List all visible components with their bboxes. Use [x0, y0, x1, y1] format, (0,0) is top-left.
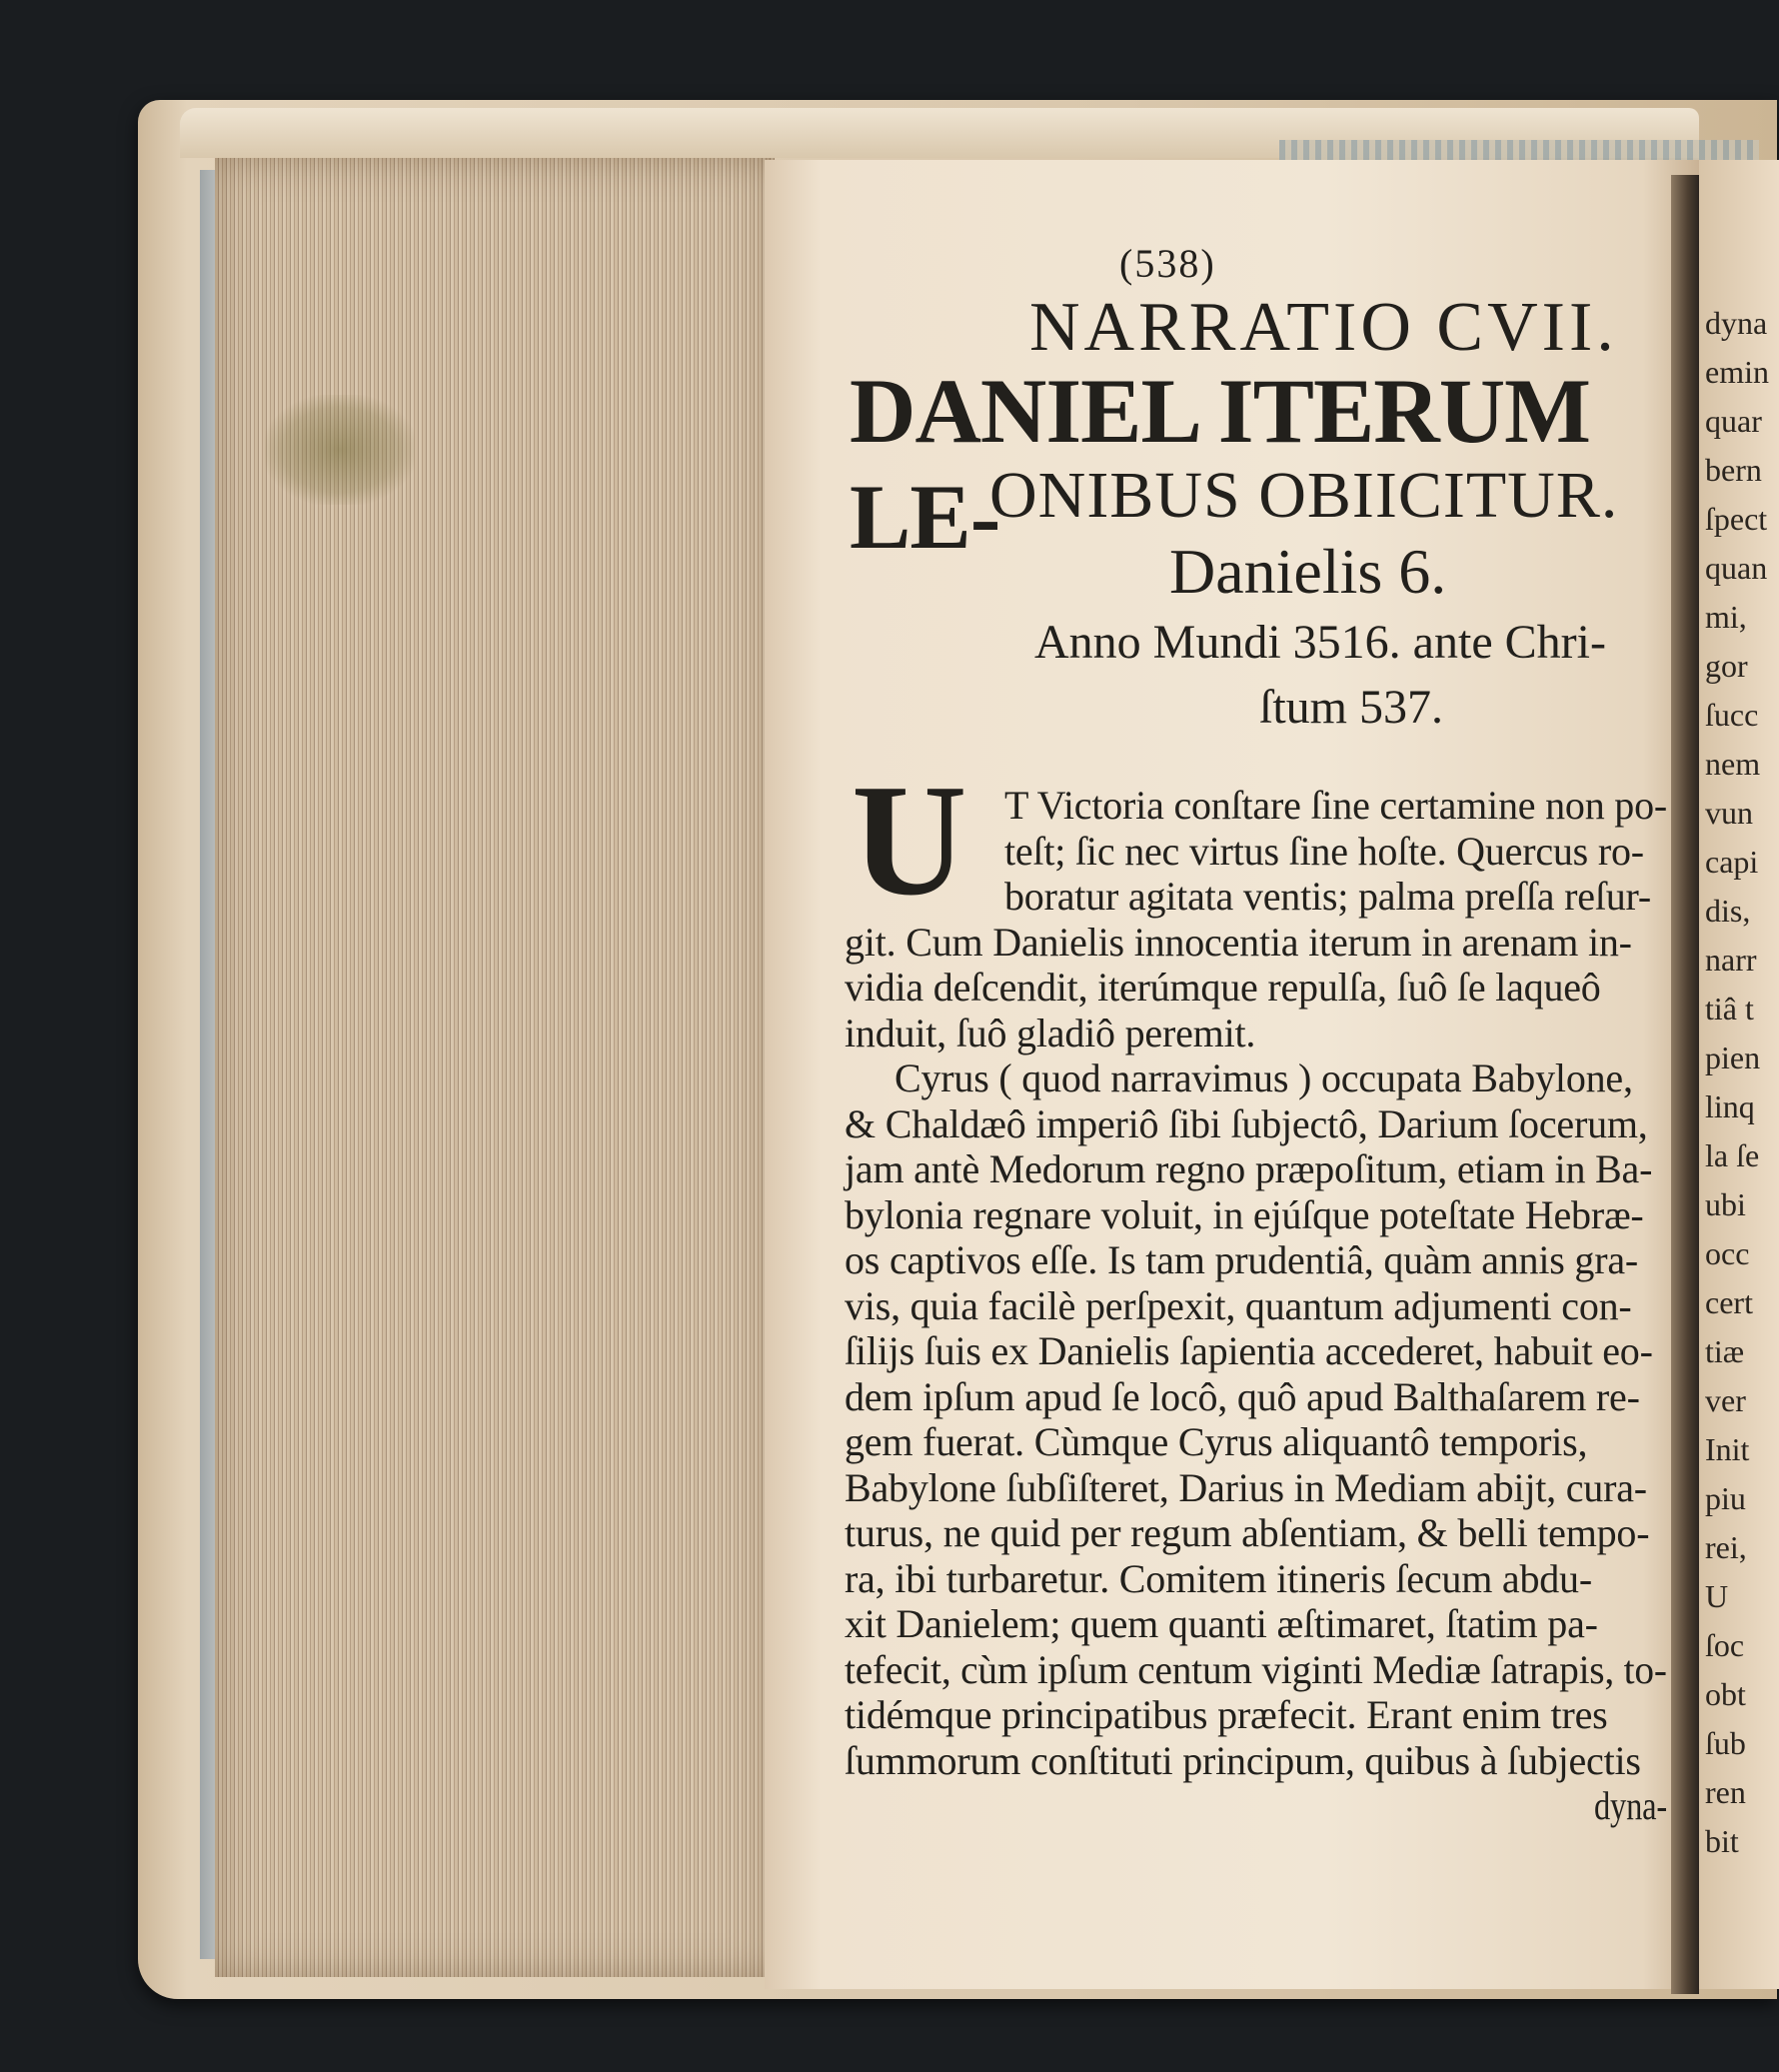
- title-line-2: ONIBUS OBIICITUR.: [989, 459, 1619, 532]
- facing-page-fragment: obt: [1705, 1676, 1746, 1712]
- facing-page-fragment: pien: [1705, 1039, 1761, 1075]
- drop-cap: U: [852, 751, 967, 929]
- facing-page-fragment: nem: [1705, 746, 1761, 782]
- body-line: tefecit, cùm ipſum centum viginti Mediæ ſatrapis, to-: [845, 1646, 1667, 1692]
- facing-page-fragment: ver: [1705, 1382, 1746, 1418]
- body-line: ſilijs ſuis ex Danielis ſapientia accederet, habuit eo-: [845, 1328, 1653, 1373]
- facing-page-fragment: ubi: [1705, 1186, 1746, 1222]
- title-line-1: DANIEL ITERUM LE-: [850, 360, 1591, 568]
- facing-page-fragment: linq: [1705, 1088, 1755, 1124]
- body-line: vidia deſcendit, iterúmque repulſa, ſuô ſe laqueô: [845, 965, 1601, 1010]
- body-line: Cyrus ( quod narravimus ) occupata Babylone,: [894, 1055, 1633, 1100]
- body-line: os captivos eſſe. Is tam prudentiâ, quàm annis gra-: [845, 1237, 1639, 1282]
- facing-page-fragment: piu: [1705, 1480, 1746, 1516]
- body-line: tidémque principatibus præfecit. Erant enim tres: [845, 1692, 1608, 1737]
- body-line: & Chaldæô imperiô ſibi ſubjectô, Darium ſocerum,: [845, 1100, 1648, 1146]
- facing-page-fragment: bit: [1705, 1823, 1739, 1859]
- body-line: dem ipſum apud ſe locô, quô apud Balthaſarem re-: [845, 1373, 1640, 1419]
- facing-page-fragment: gor: [1705, 648, 1748, 684]
- body-line: vis, quia facilè perſpexit, quantum adjumenti con-: [845, 1282, 1632, 1328]
- date-line-2: ſtum 537.: [1259, 681, 1444, 734]
- facing-page-fragment: capi: [1705, 844, 1759, 880]
- facing-page-fragment: dis,: [1705, 893, 1751, 929]
- page-number: (538): [1119, 241, 1216, 286]
- facing-page-fragment: dyna: [1705, 305, 1768, 341]
- body-line: bylonia regnare voluit, in ejúſque poteſtate Hebræ-: [845, 1191, 1644, 1237]
- facing-page-fragment: ren: [1705, 1774, 1746, 1810]
- body-line: T Victoria conſtare ſine certamine non po-: [1004, 783, 1668, 828]
- facing-page-fragment: cert: [1705, 1284, 1753, 1320]
- facing-page-fragment: tiæ: [1705, 1333, 1745, 1369]
- body-line: turus, ne quid per regum abſentiam, & belli tempo-: [845, 1510, 1650, 1555]
- facing-page-fragment: vun: [1705, 795, 1753, 831]
- facing-page-fragment: occ: [1705, 1235, 1750, 1271]
- body-line: xit Danielem; quem quanti æſtimaret, ſtatim pa-: [845, 1601, 1598, 1646]
- body-line: teſt; ſic nec virtus ſine hoſte. Quercus ro-: [1004, 828, 1644, 874]
- facing-page-fragment: narr: [1705, 942, 1757, 978]
- facing-page-fragment: quar: [1705, 403, 1762, 439]
- facing-page-fragment: Init: [1705, 1431, 1750, 1467]
- facing-page-fragment: tiâ t: [1705, 991, 1754, 1027]
- body-line: induit, ſuô gladiô peremit.: [845, 1010, 1256, 1055]
- body-line: ſummorum conſtituti principum, quibus à ſubjectis: [845, 1737, 1641, 1783]
- narratio-heading: NARRATIO CVII.: [1029, 289, 1618, 366]
- facing-page-fragment: ſucc: [1705, 697, 1759, 733]
- facing-page-fragment: U: [1705, 1578, 1729, 1614]
- facing-page-fragment: la ſe: [1705, 1137, 1760, 1173]
- facing-page-fragment: emin: [1705, 354, 1769, 390]
- facing-page-fragment: rei,: [1705, 1529, 1747, 1565]
- facing-page-fragment: ſub: [1705, 1725, 1746, 1761]
- body-line: boratur agitata ventis; palma preſſa reſur-: [1004, 874, 1651, 919]
- chapter-reference: Danielis 6.: [1169, 536, 1447, 607]
- body-line: jam antè Medorum regno præpoſitum, etiam in Ba-: [845, 1146, 1653, 1191]
- facing-page-fragment: quan: [1705, 550, 1768, 586]
- body-line: ra, ibi turbaretur. Comitem itineris ſecum abdu-: [845, 1555, 1592, 1601]
- facing-page-fragment: ſpect: [1705, 501, 1768, 537]
- body-line: gem fuerat. Cùmque Cyrus aliquantô temporis,: [845, 1419, 1588, 1464]
- water-stain: [265, 395, 415, 505]
- body-line: dyna-: [1594, 1783, 1667, 1828]
- facing-page-fragment: ſoc: [1705, 1627, 1745, 1663]
- body-line: Babylone ſubſiſteret, Darius in Mediam abijt, cura-: [845, 1464, 1647, 1510]
- facing-page-fragment: mi,: [1705, 599, 1747, 635]
- date-line-1: Anno Mundi 3516. ante Chri-: [1034, 616, 1606, 669]
- body-line: git. Cum Danielis innocentia iterum in arenam in-: [845, 919, 1632, 965]
- facing-page-fragment: bern: [1705, 452, 1762, 488]
